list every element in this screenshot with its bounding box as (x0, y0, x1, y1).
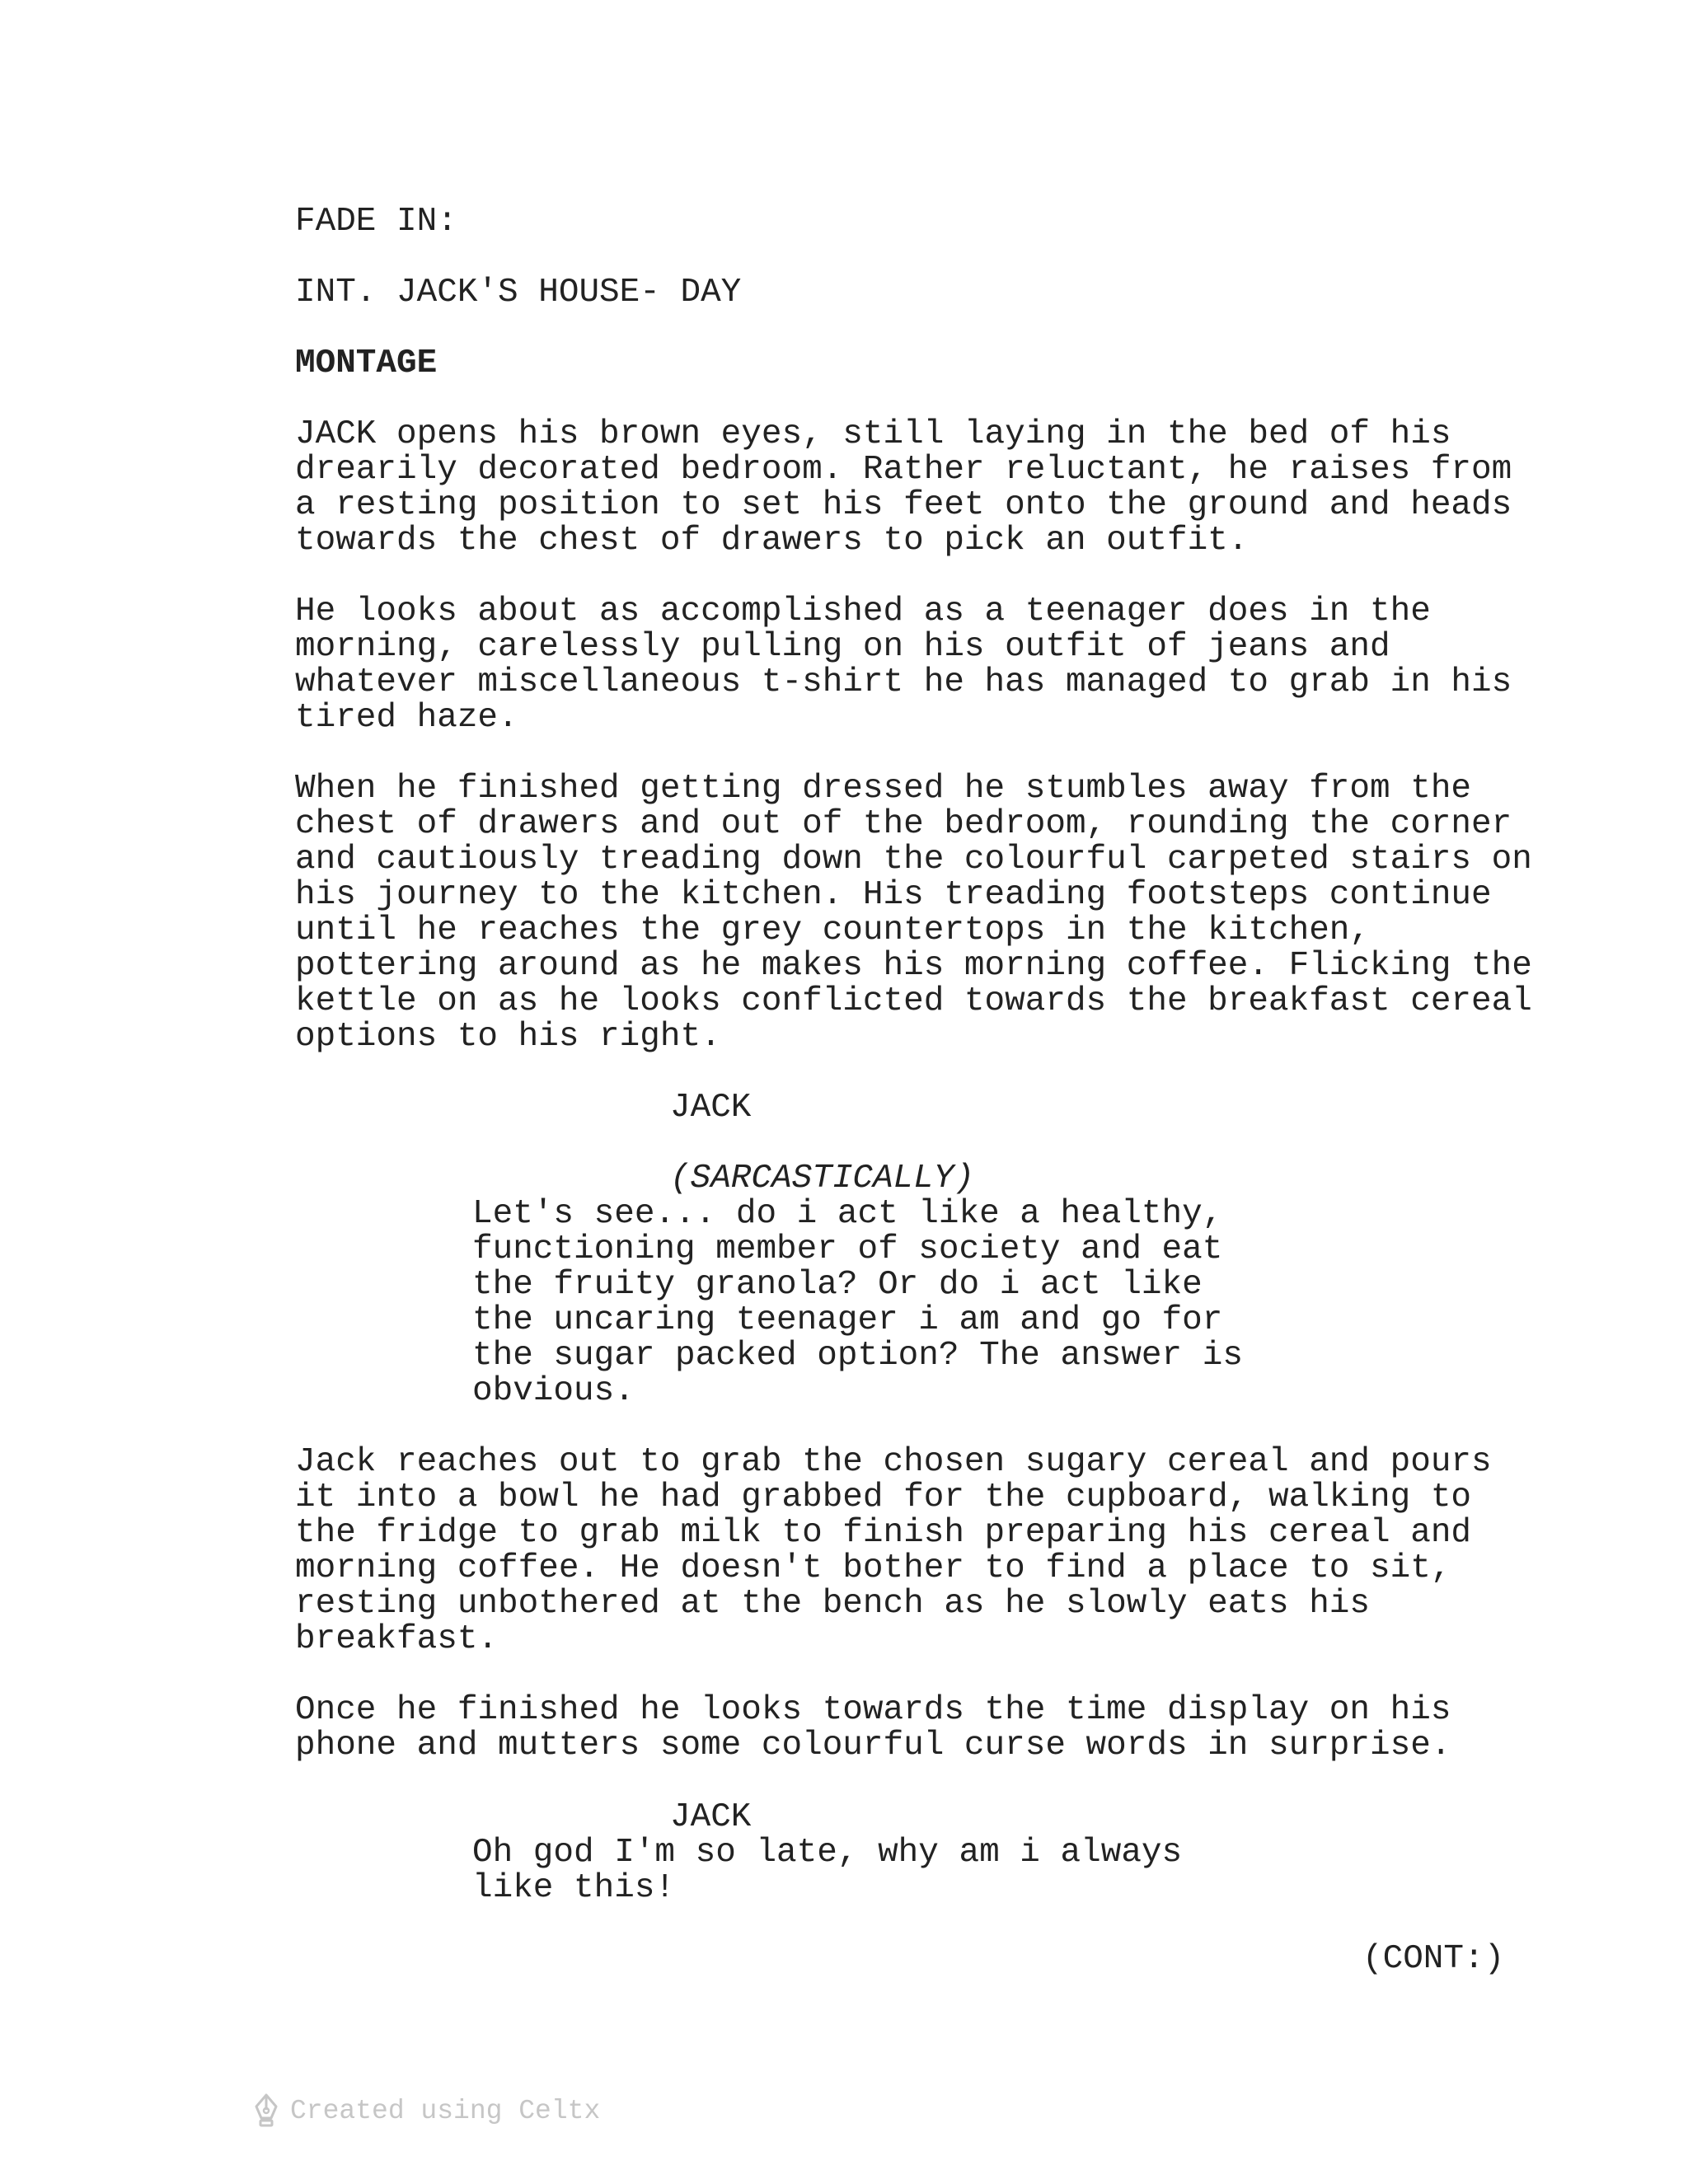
character-name-2: JACK (670, 1798, 752, 1836)
transition: FADE IN: (295, 203, 457, 241)
action-paragraph-2: He looks about as accomplished as a teenager does in the morning, carelessly pulling on his outfit of jeans and whatever miscellaneous t-shirt he has managed to grab in his tired haze. (295, 593, 1512, 737)
action-paragraph-5: Once he finished he looks towards the time display on his phone and mutters some colourful curse words in surprise. (295, 1691, 1451, 1765)
action-paragraph-3: When he finished getting dressed he stumbles away from the chest of drawers and out of the bedroom, rounding the corner and cautiously treading down the colourful carpeted stairs on his journey to the kitchen. His treading footsteps continue until he reaches the grey countertops in the kitchen, pottering around as he makes his morning coffee. Flicking the kettle on as he looks conflicted towards the breakfast cereal options to his right. (295, 770, 1532, 1056)
footer (254, 2093, 600, 2128)
continued-marker: (CONT:) (1362, 1940, 1505, 1978)
scene-heading: INT. JACK'S HOUSE- DAY (295, 274, 742, 312)
parenthetical-1: (SARCASTICALLY) (670, 1160, 975, 1197)
dialogue-1: Let's see... do i act like a healthy, functioning member of society and eat the fruity granola? Or do i act like the uncaring teenager i am and go for the sugar packed option? The answer is obvious. (472, 1195, 1243, 1410)
character-name-1: JACK (670, 1089, 752, 1127)
action-paragraph-4: Jack reaches out to grab the chosen sugary cereal and pours it into a bowl he had grabbed for the cupboard, walking to the fridge to grab milk to finish preparing his cereal and morning coffee. He doesn't bother to find a place to sit, resting unbothered at the bench as he slowly eats his breakfast. (295, 1443, 1492, 1658)
montage-heading: MONTAGE (295, 344, 438, 382)
footer-text: Created using Celtx (290, 2095, 601, 2126)
celtx-pen-icon (254, 2093, 279, 2128)
dialogue-2: Oh god I'm so late, why am i always like this! (472, 1834, 1183, 1907)
action-paragraph-1: JACK opens his brown eyes, still laying in the bed of his drearily decorated bedroom. Rather reluctant, he raises from a resting position to set his feet onto the ground and heads towards the chest of drawers to pick an outfit. (295, 415, 1512, 560)
